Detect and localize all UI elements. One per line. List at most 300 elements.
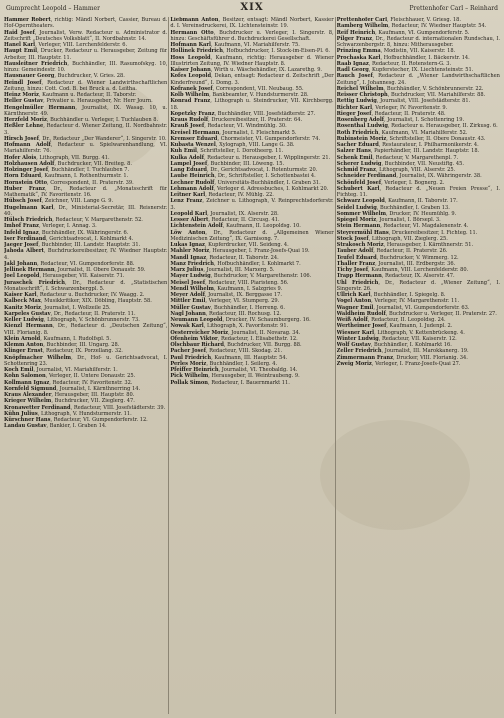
directory-entry: Schenk Emil, Redacteur, V. Margarethenpl. 7. (336, 154, 459, 161)
directory-entry: Leitner Karl, Redacteur, IV. Mühlg. 22. (170, 192, 274, 198)
entry-name: Kronawetter Ferdinand (4, 404, 71, 411)
directory-entry: Ramberg Wilhelm, Redacteur, IV. Wiedner Hauptstr. 54. (336, 23, 487, 30)
directory-entry: Kaiser Karl, Redacteur u. Buchdrucker, IV. Waagg. 2. (4, 292, 145, 298)
directory-entry: Teufel Eduard, Buchdrucker, V. Wimmerg. 12. (336, 254, 459, 261)
entry-name: Lenz Franz (170, 198, 203, 205)
entry-columns (4, 17, 500, 713)
entry-name: Konrad Franz (170, 98, 211, 105)
directory-entry: Rieger Josef, Redacteur, II. Praterstr. 48. (336, 110, 446, 117)
entry-name: Kraus Rudolf (170, 117, 209, 123)
directory-entry: Heinz Moriz, Kaufmann u. Redacteur, II. Taborstr. (4, 92, 137, 98)
directory-entry: Lichtenstein Adolf, Kaufmann, II. Leopoldsg. 10. (170, 223, 301, 230)
directory-entry: Trapp Hermann, Redacteur, IX. Alserstr. 47. (336, 273, 455, 280)
directory-entry: Imhof Franz, Verleger, I. Annag. 3. (4, 223, 97, 230)
directory-entry: Jaeger Josef, Buchbinder, III. Landstr. Hauptstr. 31. (4, 242, 141, 248)
entry-name: Liebmann Anton (170, 17, 219, 23)
column-3 (337, 17, 500, 713)
directory-entry: Rosenthal Ludwig, Redacteur u. Herausgeber, II. Zirkusg. 6. (336, 123, 498, 130)
entry-name: Lukas Ignaz (170, 242, 205, 248)
entry-name: Weiß Adolf (336, 317, 368, 323)
entry-name: Marx Julius (170, 267, 204, 273)
directory-entry: Reichel Wilhelm, Buchhändler, V. Schönbrunnerstr. 22. (336, 85, 484, 92)
directory-entry: Infeld Ignaz, Buchhändler, IX. Währingerstr. 6. (4, 229, 129, 236)
entry-name: Scherer Ludwig (336, 160, 382, 167)
directory-entry: Zweig Moriz, Verleger, I. Franz-Josefs-Quai 27. (336, 360, 461, 367)
directory-entry: Mandl Ignaz, Redacteur, II. Taborstr. 24. (170, 254, 279, 261)
directory-entry: Hausleitner Friedrich, Buchhändler, III. Rasumofskyg. 10, hinzu: Gemeindestr. 10. (4, 60, 168, 73)
entry-name: Hollinek Friedrich (170, 48, 223, 55)
entry-name: Rosenthal Ludwig (336, 123, 388, 130)
entry-name: Heinz Moriz (4, 92, 39, 98)
directory-entry: Mahler Moriz, Herausgeber, I. Franz-Josefs-Quai 19. (170, 248, 310, 255)
directory-entry: Kienzl Hermann, Dr., Redacteur d. „Deutschen Zeitung“, VIII. Florianig. 8. (4, 323, 168, 336)
entry-name: Kofes Leopold (170, 73, 212, 80)
directory-entry: Rosenberg Adolf, Journalist, I. Schottenring 19. (336, 117, 465, 123)
directory-entry: Kremser Eduard, Chormeister, VI. Gumpendorferstr. 74. (170, 135, 321, 142)
directory-entry: Stock Josef, Lithograph, VII. Zieglerg. 25. (336, 235, 448, 242)
directory-entry: Leopold Karl, Journalist, IX. Alserstr. 28. (170, 210, 279, 217)
page-header (6, 2, 498, 16)
directory-entry: Herzfeld Moriz, Buchhändler u. Verleger, I. Tuchlauben 8. (4, 117, 159, 123)
entry-name: Laube Heinrich (170, 173, 215, 180)
entry-name: Schenk Emil (336, 154, 373, 161)
directory-entry: Spiegel Moriz, Journalist, I. Börsepl. 3. (336, 217, 441, 223)
directory-entry: Karpeles Gustav, Dr., Redacteur, II. Praterstr. 11. (4, 310, 136, 317)
directory-entry: Perles Moriz, Buchhändler, I. Seilerg. 4. (170, 360, 278, 367)
entry-name: Koch Emil (4, 367, 34, 373)
entry-name: Schönfeld Josef (336, 179, 382, 186)
entry-name: Löw Anton (170, 229, 206, 236)
entry-name: Klinger Ernst (4, 348, 43, 355)
entry-name: Ofenheim Viktor (170, 335, 218, 342)
directory-entry: Tauber Adolf, Redacteur, II. Praterstr. 26. (336, 248, 448, 255)
directory-entry: Juraschek Friedrich, Dr., Redacteur d. „Statistischen Monatsschrift“, I. Schwarzenbergpl. 5. (4, 279, 168, 292)
directory-entry: Pfeiffer Heinrich, Journalist, VI. Theobaldg. 14. (170, 367, 298, 373)
directory-entry: Krauß Josef, Redacteur, VI. Windmühlg. 30. (170, 123, 287, 130)
directory-entry: Wertheimer Josef, Kaufmann, I. Judenpl. 2. (336, 323, 453, 330)
entry-name: Hermann Otto (170, 29, 214, 36)
directory-entry: Laube Heinrich, Dr., Schriftsteller, I. Schottenbastei 4. (170, 173, 316, 180)
entry-name: Kalbeck Max (4, 298, 41, 305)
directory-entry: Neumann Leopold, Drucker, IV. Schaumburgerg. 16. (170, 317, 311, 323)
directory-entry: Schubert Karl, Redacteur d. „Neuen Freien Presse“, I. Fichteg. 11. (336, 185, 500, 198)
entry-name: Holzinger Josef (4, 167, 49, 173)
directory-entry: Müller Gustav, Buchhändler, I. Herreng. 6. (170, 304, 286, 311)
directory-entry: Kaiser Johann, Wirth u. Wäschehändler, IX. Lazarethg. 9. (170, 67, 323, 73)
entry-name: Hanel Karl (4, 42, 36, 48)
directory-entry: Hengelmüller Hermann, Journalist, IX. Wasag. 10, u. Kärnthnerstr. 49. (4, 104, 168, 117)
entry-name: Mayer Ludwig (170, 273, 211, 280)
directory-entry: Löw Anton, Dr., Redacteur d. „Allgemeinen Wiener Medizinischen Zeitung“, IX. Garnisong. 7. (170, 229, 334, 242)
directory-entry: Schneider Ferdinand, Journalist, IX. Währingerstr. 38. (336, 173, 482, 180)
entry-name: Raab Ignaz (336, 60, 369, 67)
directory-entry: Wagner Emil, Journalist, VI. Gumpendorferstr. 63. (336, 304, 470, 311)
entry-name: Lesser Albert (170, 217, 209, 223)
entry-name: Hoss Leopold (170, 54, 211, 61)
entry-name: Zweig Moriz (336, 360, 372, 367)
directory-entry: Hornstein Otto, Correspondent, II. Praterstr. 39. (4, 179, 134, 186)
directory-entry: Sommer Wilhelm, Drucker, IV. Heumühlg. 9. (336, 210, 457, 217)
directory-entry: Hollinek Friedrich, Hofbuchdrucker, I. Stock-im-Eisen-Pl. 6. (170, 48, 331, 55)
directory-entry: Jahoda Albert, Buchdruckereibesitzer, IV. Wiedner Hauptstr. 4. (4, 248, 168, 261)
entry-name: Schwarz Leopold (336, 198, 385, 205)
directory-entry: Kürschner Hans, Redacteur, VI. Gumpendorferstr. 12. (4, 417, 148, 423)
entry-name: Jellinek Hermann (4, 267, 55, 273)
directory-entry: Hofmann Karl, Kaufmann, VI. Mariahilferstr. 75. (170, 42, 300, 48)
directory-entry: Mayer Ludwig, Buchdrucker, V. Margarethenstr. 106. (170, 273, 312, 280)
directory-entry: Holzinger Josef, Buchhändler, I. Tuchlauben 7. (4, 167, 130, 173)
entry-name: Kollmann Ignaz (4, 379, 50, 386)
directory-entry: Hofmann Adolf, Redacteur u. Spielwarenhandlung, VI. Mariahilferstr. 76. (4, 142, 168, 155)
directory-entry: Hoss Leopold, Kaufmann, richtig: Herausgeber d. Wiener Illustrirten Zeitung, IV. Wiedner Hauptstr. 8. (170, 54, 334, 67)
directory-entry: Vogel Anton, Verleger, IV. Margarethenstr. 11. (336, 298, 460, 305)
directory-entry: Nagl Johann, Redacteur, III. Rochusg. 12. (170, 310, 282, 317)
directory-entry: Joel Leopold, Herausgeber, VII. Kaiserstr. 71. (4, 273, 125, 280)
directory-entry: Mendl Wilhelm, Kaufmann, I. Salzgries 9. (170, 285, 283, 292)
entry-name: Hübsch Josef (4, 198, 42, 205)
entry-name: Strakosch Moriz (336, 242, 384, 248)
directory-entry: Hirsch Josef, Dr., Redacteur „Der Wanderer“, I. Singerstr. 10. (4, 135, 167, 142)
directory-entry: Heindl Josef, Redacteur d. Wiener Landwirthschaftlichen Zeitung, hinzu: Cott. Cod. B. bei Bruck a. d. Leitha. (4, 79, 168, 92)
directory-entry: Kofranek Josef, Correspondent, VII. Neubaug. 55. (170, 85, 304, 92)
directory-entry: Stein Hermann, Redacteur, VI. Magdalenenstr. 4. (336, 223, 469, 230)
directory-entry: Pick Wilhelm, Herausgeber, II. Weintraubeng. 9. (170, 373, 300, 380)
entry-name: Joel Leopold (4, 273, 40, 280)
entry-name: Hengelmüller Hermann (4, 104, 76, 111)
directory-entry: Kraus Alexander, Herausgeber, III. Hauptstr. 80. (4, 392, 135, 398)
entry-name: Kraus Alexander (4, 392, 52, 398)
directory-entry: Heller Gustav, Privatier u. Herausgeber, Nr. Herr Journ. (4, 98, 153, 105)
directory-entry: Konrad Franz, Lithograph u. Steindrucker, VII. Kirchbergg. 18. (170, 98, 334, 111)
entry-name: Nowak Karl (170, 323, 204, 330)
entry-name: Mittler Emil (170, 298, 206, 305)
directory-entry: Klinger Ernst, Redacteur, IX. Porzellang. 32. (4, 348, 123, 355)
directory-entry: Mittler Emil, Verleger, VI. Stumperg. 29. (170, 298, 280, 305)
directory-entry: Kopetzky Franz, Buchhändler, VIII. Josefstädterstr. 27. (170, 110, 316, 117)
directory-entry: Kreisel Hermann, Journalist, I. Fleischmarkt 5. (170, 129, 297, 136)
entry-name: Lang Eduard (170, 167, 207, 173)
page-number: XIX (240, 2, 264, 13)
directory-entry: Kraus Rudolf, Druckereibesitzer, II. Praterstr. 64. (170, 117, 303, 123)
directory-entry: Kofes Leopold, Dekan, entsagt: Redacteur d. Zeitschrift „Der Kinderfreund“, I. Domg. 3. (170, 73, 334, 86)
entry-name: Schubert Karl (336, 185, 380, 192)
entry-name: Horn Eduard (4, 173, 42, 180)
directory-entry: Hermann Otto, Buchdrucker u. Verleger, I. Singerstr. 8, hinzu: Geschäftsführer d. Buchdruckerei Gesellschaft. (170, 29, 334, 42)
entry-name: Kornfeld Sigmund (4, 385, 57, 392)
entry-name: Infeld Ignaz (4, 229, 39, 236)
directory-entry: Lehmann Adolf, Verleger d. Adressbuches, I. Kohlmarkt 20. (170, 185, 329, 192)
entry-name: Jaeger Josef (4, 242, 39, 248)
entry-name: Mahler Moriz (170, 248, 210, 255)
entry-name: Rosenberg Adolf (336, 117, 384, 123)
directory-entry: Schwarz Leopold, Kaufmann, II. Taborstr. 17. (336, 198, 458, 205)
entry-name: Nagl Johann (170, 310, 206, 317)
entry-name: Kaiser Johann (170, 67, 211, 73)
directory-entry: Tichy Josef, Kaufmann, VIII. Lerchenfelderstr. 80. (336, 267, 469, 273)
column-2 (170, 17, 333, 713)
entry-name: Paul Friedrich (170, 354, 212, 361)
directory-entry: Jakl Johann, Redacteur, VI. Gumpendorferstr. 88. (4, 260, 135, 267)
entry-name: Stock Josef (336, 235, 369, 242)
entry-name: Kienzl Hermann (4, 323, 53, 330)
directory-entry: Sacher Eduard, Restaurateur, I. Philharmonikerstr. 4. (336, 142, 479, 148)
entry-name: Pick Wilhelm (170, 373, 209, 380)
directory-entry: Kühn Julius, Lithograph, V. Hundsturmerstr. 11. (4, 410, 132, 417)
directory-entry: Scherer Ludwig, Buchbinder, VII. Neustiftg. 45. (336, 160, 464, 167)
directory-entry: Hübsch Josef, Zeichner, VIII. Lange G. 9. (4, 198, 114, 205)
entry-name: Hirsch Josef (4, 135, 39, 142)
entry-name: Heller Gustav (4, 98, 44, 105)
entry-name: Schneider Ferdinand (336, 173, 397, 180)
directory-entry: Reif Heinrich, Kaufmann, VI. Gumpendorferstr. 5. (336, 29, 470, 36)
directory-entry: Schönfeld Josef, Verleger, I. Bognerg. 2. (336, 179, 445, 186)
entry-name: Heindl Josef (4, 79, 42, 86)
column-1 (4, 17, 167, 713)
directory-entry: Hausnauer Georg, Buchdrucker, V. Gries. 28. (4, 73, 125, 80)
entry-name: Sacher Eduard (336, 142, 379, 148)
entry-name: Kubasta Wenzel (170, 142, 216, 148)
entry-name: Reichel Wilhelm (336, 85, 384, 92)
directory-entry: Prinzing Emma, Modistin, VII. Kaiserstr. 18. (336, 48, 456, 55)
entry-name: Lehmann Adolf (170, 185, 214, 192)
entry-name: Prochaska Karl (336, 54, 381, 61)
directory-entry: Prettenhofer Carl, Fleischhauer, V. Griesg. 18. (336, 17, 461, 23)
directory-entry: Hammer Robert, richtig: Mändl Norbert, Cassier, Bureau d. Hof-Operntheaters. (4, 17, 168, 30)
entry-name: Hülsch Friedrich (4, 217, 53, 223)
entry-name: Pfeiffer Heinrich (170, 367, 219, 373)
entry-name: Oesterreicher Moriz (170, 329, 229, 336)
directory-entry: Steyrermühl Hans, Druckereibesitzer, I. Fichteg. 11. (336, 229, 478, 236)
entry-name: Salzer Hans (336, 148, 371, 155)
entry-name: Kremser Eduard (170, 135, 218, 142)
entry-name: Neumann Leopold (170, 317, 223, 323)
entry-name: Lechner Rudolf (170, 179, 215, 186)
entry-name: Imhof Franz (4, 223, 39, 230)
entry-name: Pacher Josef (170, 348, 206, 355)
directory-entry: Liebmann Anton, Besitzer, entsagt: Mändl Norbert, Kassier d. I. Vereinsdruckerei, IX. Lichtensteinstr. 19. (170, 17, 334, 30)
entry-name: Müller Gustav (170, 304, 211, 311)
entry-name: Hammer Robert (4, 17, 51, 23)
directory-entry: Pilger Franz, Dr., Redacteur d. internationalen Rundschau, I. Schwarzenbergstr. 8, hinzu: Mitherausgeber. (336, 35, 500, 48)
entry-name: Rubinstein Moriz (336, 135, 387, 142)
entry-name: Uhl Friedrich (336, 279, 379, 286)
entry-name: Heßler Lehne (4, 123, 44, 130)
entry-name: Krieger Wilhelm (4, 398, 52, 405)
entry-name: Hornstein Otto (4, 179, 48, 186)
entry-name: Juraschek Friedrich (4, 279, 65, 286)
entry-name: Kuh Emil (170, 148, 197, 155)
directory-entry: Kolb Wilhelm, Bankbeamter, V. Hundsturmerstr. 28. (170, 92, 309, 98)
entry-name: Sommer Wilhelm (336, 210, 386, 217)
entry-name: Richter Karl (336, 104, 373, 111)
entry-name: Teufel Eduard (336, 254, 377, 261)
entry-name: Lampel Josef (170, 160, 208, 167)
directory-entry: Lang Eduard, Dr., Gerichtsadvocat, I. Rotenturmstr. 20. (170, 167, 318, 173)
entry-name: Klein Arnold (4, 335, 41, 342)
entry-name: Klemm Anton (4, 342, 44, 348)
running-head-left: Gumprecht Leopold – Hammer (6, 5, 100, 12)
directory-entry: Reisser Christoph, Buchdrucker, VII. Mariahilferstr. 88. (336, 92, 486, 98)
entry-name: Kohn Salomon (4, 373, 46, 380)
entry-name: Lichtenstein Adolf (170, 223, 223, 230)
entry-name: Zimmermann Franz (336, 354, 393, 361)
directory-entry: Iser Ferdinand, Gerichtsadvocat, I. Kohlmarkt 4. (4, 235, 134, 242)
entry-name: Wertheimer Josef (336, 323, 387, 330)
entry-name: Hofmann Adolf (4, 142, 51, 148)
directory-entry: Keller Ludwig, Lithograph, V. Schönbrunnerstr. 73. (4, 317, 140, 323)
directory-entry: Paul Friedrich, Kaufmann, III. Hauptstr. 54. (170, 354, 288, 361)
entry-name: Pollak Simon (170, 379, 208, 386)
entry-name: Holzhausen Adolf (4, 160, 55, 167)
entry-name: Wagner Emil (336, 304, 374, 311)
directory-entry: Uhl Friedrich, Dr., Redacteur d. „Wiener Zeitung“, I. Singerstr. 26. (336, 279, 500, 292)
entry-name: Rettig Ludwig (336, 98, 377, 105)
entry-name: Thaller Franz (336, 260, 376, 267)
entry-name: Tauber Adolf (336, 248, 374, 255)
directory-entry: Marx Julius, Journalist, III. Marxerg. 5. (170, 267, 275, 273)
entry-name: Huber Franz (4, 185, 45, 192)
entry-name: Keller Ludwig (4, 317, 44, 323)
directory-entry: Nowak Karl, Lithograph, X. Favoritenstr. 91. (170, 323, 289, 330)
directory-entry: Pacher Josef, Redacteur, VIII. Skodag. 21. (170, 348, 283, 355)
entry-name: Landau Gustav (4, 423, 47, 430)
directory-entry: Haid Josef, Journalist, Verw. Redacteur u. Administrator d. Zeitschrift „Deutsches Volksblatt“, II. Nordbahnstr. 14. (4, 29, 168, 42)
entry-name: Ullrich Karl (336, 292, 371, 298)
entry-name: Leopold Karl (170, 210, 208, 217)
directory-entry: Olschbaur Richard, Buchdrucker, VII. Burgg. 88. (170, 342, 302, 348)
directory-entry: Haupt Emil, Drucker, Redacteur u. Herausgeber, Zeitung für Arbeiter, III. Hauptstr. 11. (4, 48, 168, 61)
directory-entry: Jellinek Hermann, Journalist, II. Obere Donaustr. 59. (4, 267, 146, 273)
entry-name: Ramberg Wilhelm (336, 23, 389, 30)
entry-name: Kaiser Karl (4, 292, 37, 298)
directory-entry: Wiesner Karl, Lithograph, V. Kettenbrückeng. 4. (336, 329, 465, 336)
directory-entry: Landau Gustav, Bankier, I. Graben 14. (4, 423, 107, 430)
directory-entry: Radl Georg, Kupferstecher, IX. Liechtensteinstr. 51. (336, 67, 474, 73)
entry-name: Krauß Josef (170, 123, 205, 130)
directory-entry: Kronawetter Ferdinand, Redacteur, VIII. Josefstädterstr. 39. (4, 404, 166, 411)
entry-name: Hausnauer Georg (4, 73, 55, 80)
directory-entry: Heßler Lehne, Redacteur d. Wiener Zeitung, II. Nordbahnstr. 3. (4, 123, 168, 136)
directory-entry: Meisel Josef, Redacteur, VIII. Piaristeng. 56. (170, 279, 289, 286)
directory-entry: Zeller Friedrich, Journalist, III. Marokkanerg. 19. (336, 348, 469, 355)
entry-name: Tichy Josef (336, 267, 369, 273)
entry-name: Waldheim Rudolf (336, 310, 386, 317)
directory-entry: Lukas Ignaz, Kupferdrucker, VII. Seideng. 4. (170, 242, 289, 248)
directory-entry: Hofer Alois, Lithograph, VII. Burgg. 41. (4, 154, 110, 161)
entry-name: Kreisel Hermann (170, 129, 220, 136)
entry-name: Schmid Franz (336, 167, 376, 173)
directory-entry: Kanitz Moriz, Journalist, I. Wollzeile 25. (4, 304, 111, 311)
directory-entry: Kollmann Ignaz, Redacteur, IV. Favoritenstr. 32. (4, 379, 133, 386)
directory-entry: Klemm Anton, Buchbinder, III. Ungarg. 28. (4, 342, 120, 348)
directory-entry: Hanel Karl, Verleger, VIII. Lerchenfelderstr. 6. (4, 42, 128, 48)
entry-name: Hausleitner Friedrich (4, 60, 68, 67)
directory-entry: Kohn Salomon, Verleger, II. Untere Donaustr. 25. (4, 373, 136, 380)
directory-entry: Kulka Adolf, Redacteur u. Herausgeber, I. Wipplingerstr. 21. (170, 154, 331, 161)
entry-name: Winter Ludwig (336, 335, 379, 342)
directory-entry: Kalbeck Max, Musikkritiker, XIX. Döbling, Hauptstr. 58. (4, 298, 152, 305)
directory-entry: Winter Ludwig, Redacteur, VII. Kaiserstr. 12. (336, 335, 457, 342)
entry-name: Jakl Johann (4, 260, 38, 267)
entry-name: Meyer Adolf (170, 292, 205, 298)
entry-name: Kanitz Moriz (4, 304, 41, 311)
entry-name: Manz Friedrich (170, 260, 215, 267)
directory-entry: Kornfeld Sigmund, Journalist, I. Kärnthnerring 14. (4, 385, 141, 392)
directory-entry: Prochaska Karl, Hofbuchhändler, I. Bäckerstr. 14. (336, 54, 470, 61)
directory-entry: Roth Friedrich, Kaufmann, VI. Mariahilferstr. 52. (336, 129, 468, 136)
entry-name: Reif Heinrich (336, 29, 376, 36)
directory-entry: Zimmermann Franz, Drucker, VIII. Florianig. 34. (336, 354, 468, 361)
entry-name: Radl Georg (336, 67, 369, 73)
directory-entry: Rauch Josef, Redacteur d. „Wiener Landwirthschaftlichen Zeitung“, I. Johannesg. 24. (336, 73, 500, 86)
directory-entry: Ullrich Karl, Buchhändler, I. Spiegelg. 8. (336, 292, 446, 298)
directory-entry: Lenz Franz, Zeichner u. Lithograph, V. Reinprechtsdorferstr. 3. (170, 198, 334, 211)
entry-name: Stein Hermann (336, 223, 381, 230)
entry-name: Hofmann Karl (170, 42, 211, 48)
directory-entry: Holzhausen Adolf, Buchdrucker, VII. Breiteg. 8. (4, 160, 132, 167)
entry-name: Prettenhofer Carl (336, 17, 388, 23)
directory-entry: Lesser Albert, Redacteur, II. Circusg. 41. (170, 217, 280, 223)
entry-name: Steyrermühl Hans (336, 229, 389, 236)
entry-name: Rieger Josef (336, 110, 372, 117)
entry-name: Leitner Karl (170, 192, 206, 198)
entry-name: Mandl Ignaz (170, 254, 207, 261)
entry-name: Rauch Josef (336, 73, 373, 80)
entry-name: Haupt Emil (4, 48, 38, 55)
directory-entry: Hugelmann Karl, Dr., Ministerial-Secretär, III. Reisnerstr. 40. (4, 204, 168, 217)
directory-entry: Kubasta Wenzel, Xylograph, VIII. Lange G. 38. (170, 142, 295, 148)
directory-entry: Thaller Franz, Journalist, III. Erdbergstr. 36. (336, 260, 456, 267)
entry-name: Meisel Josef (170, 279, 206, 286)
entry-name: Hofer Alois (4, 154, 37, 161)
entry-name: Roth Friedrich (336, 129, 379, 136)
entry-name: Kolb Wilhelm (170, 92, 210, 98)
directory-entry: Waldheim Rudolf, Buchdrucker u. Verleger, II. Praterstr. 27. (336, 310, 497, 317)
directory-entry: Oesterreicher Moriz, Journalist, II. Novarag. 34. (170, 329, 301, 336)
directory-entry: Seidel Ludwig, Buchhändler, I. Graben 13. (336, 204, 450, 211)
entry-name: Seidel Ludwig (336, 204, 377, 211)
directory-entry: Huber Franz, Dr., Redacteur d. „Monatsschrift für Mathematik“, IV. Favoritenstr. 16. (4, 185, 168, 198)
entry-name: Kürschner Hans (4, 417, 51, 423)
directory-entry: Ofenheim Viktor, Redacteur, I. Elisabethstr. 12. (170, 335, 298, 342)
entry-name: Kühn Julius (4, 410, 38, 417)
entry-name: Karpeles Gustav (4, 310, 51, 317)
running-head-right: Prettenhofer Carl – Reinhard (409, 5, 498, 12)
entry-name: Spiegel Moriz (336, 217, 377, 223)
directory-entry: Lampel Josef, Buchbinder, III. Löweng. 15. (170, 160, 285, 167)
entry-name: Herzfeld Moriz (4, 117, 47, 123)
directory-entry: Klein Arnold, Kaufmann, I. Rudolfspl. 5. (4, 335, 111, 342)
entry-name: Iser Ferdinand (4, 235, 46, 242)
directory-entry: Pollak Simon, Redacteur, I. Bauernmarkt 11. (170, 379, 290, 386)
directory-entry: Weiß Adolf, Redacteur, II. Leopoldsg. 24. (336, 317, 446, 323)
directory-entry: Krieger Wilhelm, Buchdrucker, VII. Zieglerg. 47. (4, 398, 135, 405)
entry-name: Kofranek Josef (170, 85, 213, 92)
entry-name: Kopetzky Franz (170, 110, 215, 117)
entry-name: Perles Moriz (170, 360, 207, 367)
directory-entry: Schmid Franz, Lithograph, VIII. Alserstr. 25. (336, 167, 456, 173)
entry-name: Haid Josef (4, 29, 35, 36)
entry-name: Knöpfmacher Wilhelm (4, 354, 72, 361)
entry-name: Hugelmann Karl (4, 204, 54, 211)
directory-entry: Salzer Hans, Papierhändler, III. Landstr. Hauptstr. 18. (336, 148, 480, 155)
directory-entry: Meyer Adolf, Journalist, IX. Berggasse 17. (170, 292, 283, 298)
directory-entry: Horn Eduard, Kaufmann, I. Rothenthurmstr. 1. (4, 173, 129, 180)
directory-entry: Kuh Emil, Schriftsteller, I. Dorotheerg. 11. (170, 148, 284, 155)
directory-entry: Knöpfmacher Wilhelm, Dr., Hof- u. Gerichtsadvocat, I. Schottenring 23. (4, 354, 168, 367)
entry-name: Zeller Friedrich (336, 348, 382, 355)
entry-name: Olschbaur Richard (170, 342, 224, 348)
